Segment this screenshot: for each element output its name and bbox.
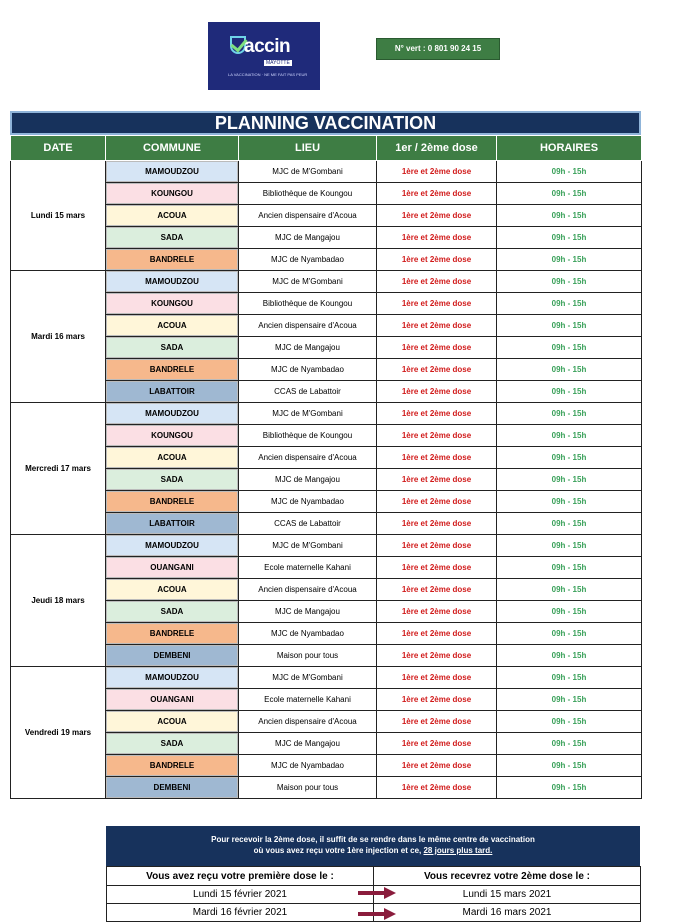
dose-cell: 1ère et 2ème dose [377,425,497,447]
lieu-cell: Ancien dispensaire d'Acoua [239,205,377,227]
hours-cell: 09h - 15h [497,447,642,469]
commune-cell: OUANGANI [106,557,239,579]
lieu-cell: MJC de Mangajou [239,733,377,755]
logo-tagline: LA VACCINATION · NE ME FAIT PAS PEUR [228,72,308,77]
dose-cell: 1ère et 2ème dose [377,381,497,403]
hours-cell: 09h - 15h [497,337,642,359]
lieu-cell: MJC de Nyambadao [239,623,377,645]
hours-cell: 09h - 15h [497,249,642,271]
schedule-row [11,513,642,535]
hours-cell: 09h - 15h [497,491,642,513]
dose-cell: 1ère et 2ème dose [377,249,497,271]
commune-cell: DEMBENI [106,777,239,799]
day-date: Jeudi 18 mars [11,535,106,667]
info-line-2-emphasis: 28 jours plus tard. [423,846,493,855]
schedule-row [11,535,642,557]
dose-cell: 1ère et 2ème dose [377,447,497,469]
hours-cell: 09h - 15h [497,557,642,579]
lieu-cell: Ancien dispensaire d'Acoua [239,315,377,337]
lieu-cell: MJC de Mangajou [239,337,377,359]
schedule-row [11,623,642,645]
hours-cell: 09h - 15h [497,315,642,337]
dose-cell: 1ère et 2ème dose [377,711,497,733]
commune-cell: MAMOUDZOU [106,161,239,183]
commune-cell: SADA [106,227,239,249]
schedule-row [11,425,642,447]
schedule-row [11,205,642,227]
schedule-row [11,381,642,403]
schedule-row [11,447,642,469]
schedule-row [11,601,642,623]
info-line-2 [106,845,640,856]
day-date: Mardi 16 mars [11,271,106,403]
schedule-row [11,403,642,425]
commune-cell: KOUNGOU [106,183,239,205]
commune-cell: OUANGANI [106,689,239,711]
hours-cell: 09h - 15h [497,161,642,183]
lieu-cell: MJC de Nyambadao [239,491,377,513]
lieu-cell: MJC de Mangajou [239,469,377,491]
dose-cell: 1ère et 2ème dose [377,689,497,711]
day-date: Vendredi 19 mars [11,667,106,799]
schedule-row [11,469,642,491]
lieu-cell: Ancien dispensaire d'Acoua [239,579,377,601]
schedule-row [11,557,642,579]
lieu-cell: CCAS de Labattoir [239,513,377,535]
schedule-row [11,667,642,689]
schedule-row [11,491,642,513]
dose-cell: 1ère et 2ème dose [377,183,497,205]
lieu-cell: MJC de Nyambadao [239,755,377,777]
schedule-row [11,711,642,733]
lieu-cell: MJC de M'Gombani [239,667,377,689]
commune-cell: KOUNGOU [106,425,239,447]
header-horaires: HORAIRES [497,136,642,161]
hours-cell: 09h - 15h [497,425,642,447]
hours-cell: 09h - 15h [497,227,642,249]
second-dose-info [106,826,640,866]
header-row [11,136,642,161]
info-line-1: Pour recevoir la 2ème dose, il suffit de se rendre dans le même centre de vaccination [211,835,535,844]
planning-title: PLANNING VACCINATION [10,111,641,135]
day-date: Lundi 15 mars [11,161,106,271]
commune-cell: SADA [106,601,239,623]
hours-cell: 09h - 15h [497,733,642,755]
dose-cell: 1ère et 2ème dose [377,469,497,491]
dose-cell: 1ère et 2ème dose [377,755,497,777]
commune-cell: KOUNGOU [106,293,239,315]
hours-cell: 09h - 15h [497,205,642,227]
commune-cell: LABATTOIR [106,513,239,535]
schedule-row [11,755,642,777]
dose-cell: 1ère et 2ème dose [377,623,497,645]
schedule-row [11,645,642,667]
hours-cell: 09h - 15h [497,359,642,381]
commune-cell: BANDRELE [106,755,239,777]
commune-cell: ACOUA [106,711,239,733]
commune-cell: SADA [106,337,239,359]
schedule-row [11,271,642,293]
header-first-dose: Vous avez reçu votre première dose le : [107,867,374,886]
dose-cell: 1ère et 2ème dose [377,601,497,623]
hours-cell: 09h - 15h [497,711,642,733]
hours-cell: 09h - 15h [497,183,642,205]
planning-body [11,161,642,799]
lieu-cell: MJC de M'Gombani [239,271,377,293]
hours-cell: 09h - 15h [497,271,642,293]
hours-cell: 09h - 15h [497,777,642,799]
lieu-cell: Ecole maternelle Kahani [239,689,377,711]
commune-cell: MAMOUDZOU [106,667,239,689]
lieu-cell: MJC de Mangajou [239,601,377,623]
info-line-2-text: où vous avez reçu votre 1ère injection et ce, [253,846,424,855]
hours-cell: 09h - 15h [497,381,642,403]
schedule-row [11,579,642,601]
dose-cell: 1ère et 2ème dose [377,337,497,359]
second-dose-date: Lundi 15 mars 2021 [374,886,641,904]
arrow-right-icon [358,909,398,919]
schedule-row [11,293,642,315]
vaccin-logo [208,22,320,90]
dose-cell: 1ère et 2ème dose [377,579,497,601]
lieu-cell: MJC de Nyambadao [239,249,377,271]
logo-subtitle: MAYOTTE [266,60,290,66]
commune-cell: MAMOUDZOU [106,271,239,293]
commune-cell: MAMOUDZOU [106,403,239,425]
commune-cell: ACOUA [106,447,239,469]
dose-cell: 1ère et 2ème dose [377,271,497,293]
lieu-cell: Maison pour tous [239,645,377,667]
dose-cell: 1ère et 2ème dose [377,667,497,689]
hours-cell: 09h - 15h [497,513,642,535]
dose-dates-header [107,867,641,886]
commune-cell: ACOUA [106,205,239,227]
commune-cell: BANDRELE [106,249,239,271]
schedule-row [11,777,642,799]
commune-cell: BANDRELE [106,491,239,513]
hours-cell: 09h - 15h [497,293,642,315]
hours-cell: 09h - 15h [497,601,642,623]
header-dose: 1er / 2ème dose [377,136,497,161]
lieu-cell: Ancien dispensaire d'Acoua [239,711,377,733]
commune-cell: BANDRELE [106,359,239,381]
commune-cell: MAMOUDZOU [106,535,239,557]
hours-cell: 09h - 15h [497,535,642,557]
dose-cell: 1ère et 2ème dose [377,315,497,337]
commune-cell: ACOUA [106,315,239,337]
schedule-row [11,689,642,711]
dose-cell: 1ère et 2ème dose [377,557,497,579]
hours-cell: 09h - 15h [497,469,642,491]
dose-cell: 1ère et 2ème dose [377,403,497,425]
schedule-row [11,227,642,249]
day-date: Mercredi 17 mars [11,403,106,535]
schedule-row [11,315,642,337]
schedule-row [11,161,642,183]
lieu-cell: Bibliothèque de Koungou [239,183,377,205]
dose-cell: 1ère et 2ème dose [377,205,497,227]
arrow-right-icon [358,888,398,898]
lieu-cell: MJC de M'Gombani [239,161,377,183]
schedule-row [11,337,642,359]
header-lieu: LIEU [239,136,377,161]
lieu-cell: Bibliothèque de Koungou [239,425,377,447]
commune-cell: SADA [106,733,239,755]
dose-cell: 1ère et 2ème dose [377,733,497,755]
dose-cell: 1ère et 2ème dose [377,227,497,249]
first-dose-date: Mardi 16 février 2021 [107,904,374,922]
commune-cell: ACOUA [106,579,239,601]
lieu-cell: Bibliothèque de Koungou [239,293,377,315]
hours-cell: 09h - 15h [497,689,642,711]
dose-cell: 1ère et 2ème dose [377,359,497,381]
planning-table-container [10,111,641,799]
hours-cell: 09h - 15h [497,403,642,425]
dose-cell: 1ère et 2ème dose [377,777,497,799]
lieu-cell: Maison pour tous [239,777,377,799]
second-dose-date: Mardi 16 mars 2021 [374,904,641,922]
schedule-row [11,733,642,755]
lieu-cell: Ecole maternelle Kahani [239,557,377,579]
lieu-cell: Ancien dispensaire d'Acoua [239,447,377,469]
commune-cell: BANDRELE [106,623,239,645]
hours-cell: 09h - 15h [497,645,642,667]
first-dose-date: Lundi 15 février 2021 [107,886,374,904]
schedule-row [11,249,642,271]
dose-cell: 1ère et 2ème dose [377,645,497,667]
schedule-row [11,183,642,205]
lieu-cell: CCAS de Labattoir [239,381,377,403]
dose-cell: 1ère et 2ème dose [377,161,497,183]
header-date: DATE [11,136,106,161]
header-second-dose: Vous recevrez votre 2ème dose le : [374,867,641,886]
hours-cell: 09h - 15h [497,755,642,777]
lieu-cell: MJC de Mangajou [239,227,377,249]
hours-cell: 09h - 15h [497,579,642,601]
hours-cell: 09h - 15h [497,667,642,689]
hotline-number: N° vert : 0 801 90 24 15 [376,38,500,60]
logo-word: accin [244,36,291,57]
dose-cell: 1ère et 2ème dose [377,293,497,315]
commune-cell: DEMBENI [106,645,239,667]
planning-table [10,135,642,799]
commune-cell: LABATTOIR [106,381,239,403]
lieu-cell: MJC de M'Gombani [239,535,377,557]
header-commune: COMMUNE [106,136,239,161]
lieu-cell: MJC de Nyambadao [239,359,377,381]
dose-cell: 1ère et 2ème dose [377,491,497,513]
dose-cell: 1ère et 2ème dose [377,535,497,557]
dose-cell: 1ère et 2ème dose [377,513,497,535]
schedule-row [11,359,642,381]
lieu-cell: MJC de M'Gombani [239,403,377,425]
hours-cell: 09h - 15h [497,623,642,645]
commune-cell: SADA [106,469,239,491]
